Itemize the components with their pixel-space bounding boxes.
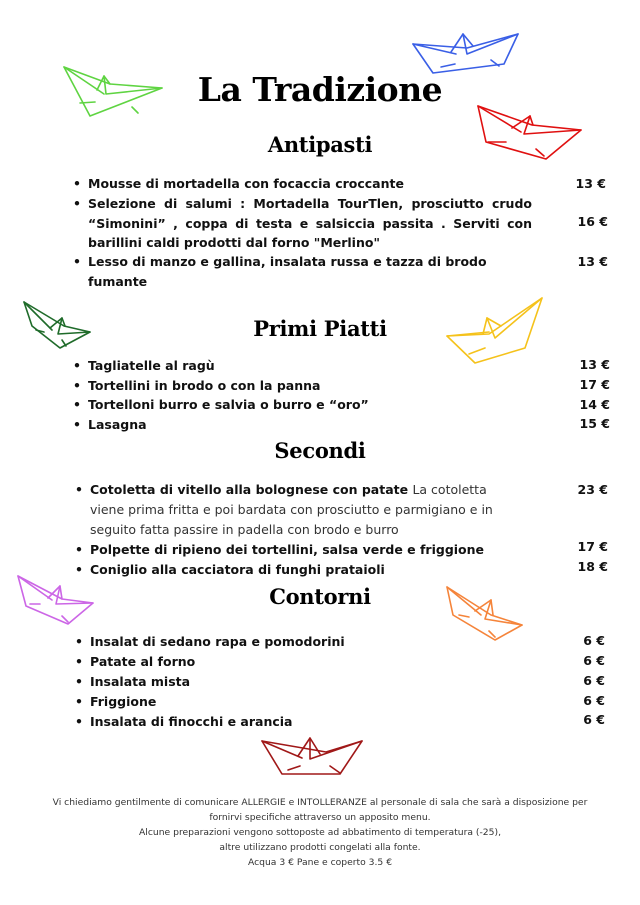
- item-price: 13 €: [575, 176, 606, 191]
- item-price: 6 €: [583, 712, 605, 727]
- menu-item: [75, 632, 550, 652]
- bullet-icon: •: [73, 254, 81, 269]
- item-price: 15 €: [579, 416, 610, 431]
- item-description: La cotoletta viene prima fritta e poi bardata con prosciutto e parmigiano e in seguito fatta passire in padella con brodo e burro: [90, 482, 493, 537]
- section-title-contorni: Contorni: [269, 584, 371, 609]
- item-name: Friggione: [90, 694, 157, 709]
- bullet-icon: •: [75, 634, 83, 649]
- menu-title: La Tradizione: [197, 70, 443, 109]
- allergy-note-line: fornirvi specifiche attraverso un apposito menu.: [209, 812, 431, 823]
- item-price: 18 €: [577, 559, 608, 574]
- item-name: Cotoletta di vitello alla bolognese con patate: [90, 482, 409, 497]
- menu-item: [73, 194, 532, 253]
- item-price: 14 €: [579, 397, 610, 412]
- item-price: 6 €: [583, 653, 605, 668]
- item-name: Mousse di mortadella con focaccia croccante: [88, 176, 404, 191]
- menu-item: [75, 712, 550, 732]
- item-name: Coniglio alla cacciatora di funghi prataioli: [90, 562, 385, 577]
- item-price: 23 €: [577, 482, 608, 497]
- menu-item: [75, 480, 495, 540]
- item-name: Insalata di finocchi e arancia: [90, 714, 293, 729]
- bullet-icon: •: [75, 694, 83, 709]
- item-name: Tortelloni burro e salvia o burro e “oro”: [88, 397, 369, 412]
- item-name: Insalat di sedano rapa e pomodorini: [90, 634, 345, 649]
- menu-item: [75, 672, 550, 692]
- menu-item: [73, 415, 548, 435]
- menu-item: [75, 652, 550, 672]
- item-name: Tagliatelle al ragù: [88, 358, 215, 373]
- bullet-icon: •: [73, 397, 81, 412]
- item-name: Patate al forno: [90, 654, 196, 669]
- allergy-note-line: Vi chiediamo gentilmente di comunicare ALLERGIE e INTOLLERANZE al personale di sala che sarà a disposizione per: [52, 797, 588, 808]
- section-title-primi-piatti: Primi Piatti: [253, 316, 387, 341]
- water-bread-cover-note: Acqua 3 € Pane e coperto 3.5 €: [247, 857, 393, 868]
- bullet-icon: •: [75, 482, 83, 497]
- bullet-icon: •: [75, 542, 83, 557]
- item-price: 6 €: [583, 693, 605, 708]
- menu-item: [73, 356, 548, 376]
- section-title-secondi: Secondi: [274, 438, 366, 463]
- bullet-icon: •: [75, 654, 83, 669]
- paper-boat-dark-red-icon: [260, 736, 365, 778]
- item-price: 6 €: [583, 673, 605, 688]
- bullet-icon: •: [73, 176, 81, 191]
- menu-item: [75, 560, 550, 580]
- item-price: 13 €: [577, 254, 608, 269]
- item-price: 13 €: [579, 357, 610, 372]
- bullet-icon: •: [75, 714, 83, 729]
- item-name: Tortellini in brodo o con la panna: [88, 378, 321, 393]
- item-price: 17 €: [577, 539, 608, 554]
- item-price: 17 €: [579, 377, 610, 392]
- item-name: Insalata mista: [90, 674, 191, 689]
- temperature-note-line: Alcune preparazioni vengono sottoposte ad abbatimento di temperatura (-25),: [139, 827, 501, 838]
- bullet-icon: •: [73, 358, 81, 373]
- menu-item: [73, 174, 548, 194]
- item-name: Lasagna: [88, 417, 147, 432]
- item-name: Polpette di ripieno dei tortellini, salsa verde e friggione: [90, 542, 485, 557]
- bullet-icon: •: [75, 562, 83, 577]
- item-name: Selezione di salumi : Mortadella TourTlen, prosciutto crudo “Simonini” , coppa di testa e salsiccia passita . Serviti con barillini caldi prodotti dal forno "Merlino": [88, 196, 532, 250]
- menu-item: [73, 252, 548, 291]
- item-price: 16 €: [577, 214, 608, 229]
- menu-item: [73, 376, 548, 396]
- frozen-note-line: altre utilizzano prodotti congelati alla fonte.: [219, 842, 421, 853]
- menu-item: [75, 540, 550, 560]
- item-name: Lesso di manzo e gallina, insalata russa e tazza di brodo fumante: [88, 254, 487, 289]
- bullet-icon: •: [73, 417, 81, 432]
- bullet-icon: •: [73, 378, 81, 393]
- section-title-antipasti: Antipasti: [267, 132, 373, 157]
- menu-item: [75, 692, 550, 712]
- bullet-icon: •: [75, 674, 83, 689]
- bullet-icon: •: [73, 196, 81, 211]
- item-price: 6 €: [583, 633, 605, 648]
- menu-item: [73, 395, 548, 415]
